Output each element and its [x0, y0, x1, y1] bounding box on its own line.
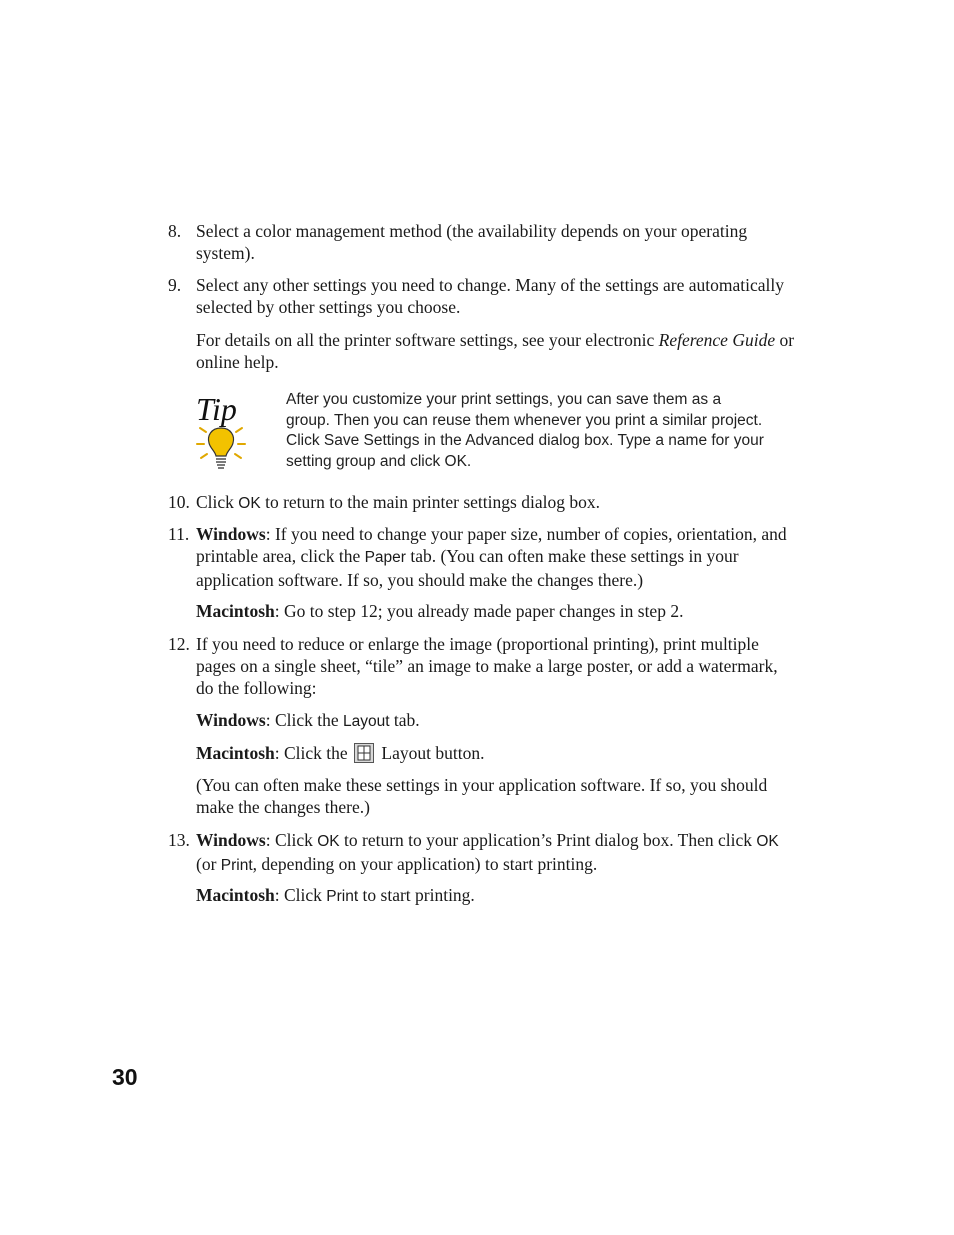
step-8: [168, 220, 798, 264]
application-note-12: (You can often make these settings in your application software. If so, you should make the changes there.): [196, 775, 768, 817]
ok-ui-term: OK: [317, 833, 340, 850]
step-13: [168, 829, 798, 877]
macintosh-note-11: Macintosh: Go to step 12; you already made paper changes in step 2.: [196, 601, 684, 621]
macintosh-note-13: Macintosh: Click Print to start printing.: [196, 885, 475, 905]
paper-ui-term: Paper: [364, 549, 406, 566]
step-text: Click OK to return to the main printer settings dialog box.: [196, 492, 600, 512]
step-text: Select any other settings you need to change. Many of the settings are automatically selected by other settings you choose.: [196, 275, 785, 317]
tip-lightbulb-icon: [192, 390, 256, 472]
macintosh-label: Macintosh: [196, 601, 275, 621]
ok-ui-term: OK: [756, 833, 779, 850]
windows-label: Windows: [196, 524, 266, 544]
step-number: 12.: [168, 634, 190, 654]
step-number: 11.: [168, 524, 190, 544]
print-ui-term: Print: [326, 888, 359, 905]
ok-ui-term: OK: [238, 495, 261, 512]
step-number: 8.: [168, 221, 182, 241]
details-paragraph: For details on all the printer software settings, see your electronic Reference Guide or online help.: [196, 330, 795, 372]
step-10: [168, 491, 798, 515]
windows-label: Windows: [196, 710, 266, 730]
step-text: If you need to reduce or enlarge the image (proportional printing), print multiple pages on a single sheet, “tile” an image to make a large poster, or add a watermark, do the following:: [196, 634, 778, 698]
tip-label: Tip: [196, 391, 237, 427]
macintosh-label: Macintosh: [196, 743, 275, 763]
step-number: 13.: [168, 830, 190, 850]
layout-button-icon: [354, 743, 374, 763]
macintosh-note-12: Macintosh: Click the Layout button.: [196, 743, 485, 763]
print-ui-term: Print: [220, 857, 253, 874]
macintosh-label: Macintosh: [196, 885, 275, 905]
step-number: 9.: [168, 275, 182, 295]
tip-text: After you customize your print settings, you can save them as a group. Then you can reuse them whenever you print a similar project. Click Save Settings in the Advanced dialog box. Type a name for your setting group and click OK.: [286, 391, 764, 470]
step-12: [168, 633, 798, 699]
step-9: [168, 274, 798, 318]
step-number: 10.: [168, 492, 190, 512]
step-text: Windows: Click OK to return to your application’s Print dialog box. Then click OK (or Print, depending on your application) to start printing.: [196, 830, 779, 874]
page-number: 30: [112, 1064, 138, 1090]
layout-ui-term: Layout: [343, 713, 390, 730]
windows-label: Windows: [196, 830, 266, 850]
windows-note-12: Windows: Click the Layout tab.: [196, 710, 420, 730]
step-11: [168, 523, 798, 591]
step-text: Windows: If you need to change your paper size, number of copies, orientation, and printable area, click the Paper tab. (You can often make these settings in your application software. If so, you should make the changes there.): [196, 524, 787, 590]
step-text: Select a color management method (the availability depends on your operating system).: [196, 221, 748, 263]
reference-guide-title: Reference Guide: [658, 330, 776, 350]
